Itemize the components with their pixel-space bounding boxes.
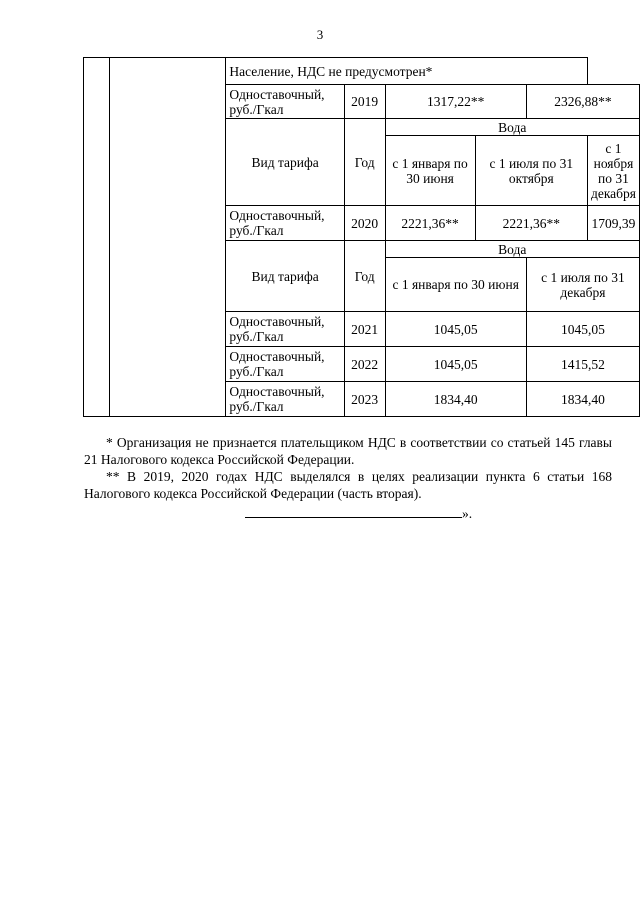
tariff-type-cell: Одноставочный, руб./Гкал <box>226 312 344 347</box>
tariff-type-cell: Одноставочный, руб./Гкал <box>226 382 344 417</box>
value-cell: 1045,05 <box>385 312 526 347</box>
year-cell: 2019 <box>344 85 385 119</box>
value-cell: 1317,22** <box>385 85 526 119</box>
table-cell-blank <box>84 58 110 417</box>
tariff-type-cell: Одноставочный, руб./Гкал <box>226 85 344 119</box>
footnotes <box>84 434 612 502</box>
tariff-type-cell: Одноставочный, руб./Гкал <box>226 206 344 241</box>
tariff-table <box>83 57 640 417</box>
footnote-vat-2019-2020: ** В 2019, 2020 годах НДС выделялся в целях реализации пункта 6 статьи 168 Налогового кодекса Российской Федерации (часть вторая). <box>84 469 612 501</box>
value-cell: 1834,40 <box>385 382 526 417</box>
period-header: с 1 ноября по 31 декабря <box>587 136 639 206</box>
water-header: Вода <box>385 119 639 136</box>
tariff-type-header: Вид тарифа <box>226 119 344 206</box>
year-cell: 2021 <box>344 312 385 347</box>
page-number: 3 <box>316 27 324 42</box>
water-header: Вода <box>385 241 639 258</box>
tariff-type-cell: Одноставочный, руб./Гкал <box>226 347 344 382</box>
population-header: Население, НДС не предусмотрен* <box>226 58 588 85</box>
value-cell: 1834,40 <box>526 382 639 417</box>
closing-line <box>245 506 472 522</box>
table-row <box>84 58 640 85</box>
period-header: с 1 января по 30 июня <box>385 258 526 312</box>
table-cell-blank <box>110 58 226 417</box>
value-cell: 1045,05 <box>385 347 526 382</box>
value-cell: 2221,36** <box>475 206 587 241</box>
value-cell: 1045,05 <box>526 312 639 347</box>
tariff-type-header: Вид тарифа <box>226 241 344 312</box>
value-cell: 1415,52 <box>526 347 639 382</box>
year-cell: 2023 <box>344 382 385 417</box>
period-header: с 1 июля по 31 декабря <box>526 258 639 312</box>
period-header: с 1 июля по 31 октября <box>475 136 587 206</box>
year-cell: 2020 <box>344 206 385 241</box>
value-cell: 2221,36** <box>385 206 475 241</box>
closing-quote-mark: ». <box>462 506 473 521</box>
year-header: Год <box>344 241 385 312</box>
value-cell: 2326,88** <box>526 85 639 119</box>
year-header: Год <box>344 119 385 206</box>
year-cell: 2022 <box>344 347 385 382</box>
signature-underline <box>245 507 462 518</box>
value-cell: 1709,39 <box>587 206 639 241</box>
footnote-vat-exempt: * Организация не признается плательщиком НДС в соответствии со статьей 145 главы 21 Налогового кодекса Российской Федерации. <box>84 435 612 467</box>
period-header: с 1 января по 30 июня <box>385 136 475 206</box>
